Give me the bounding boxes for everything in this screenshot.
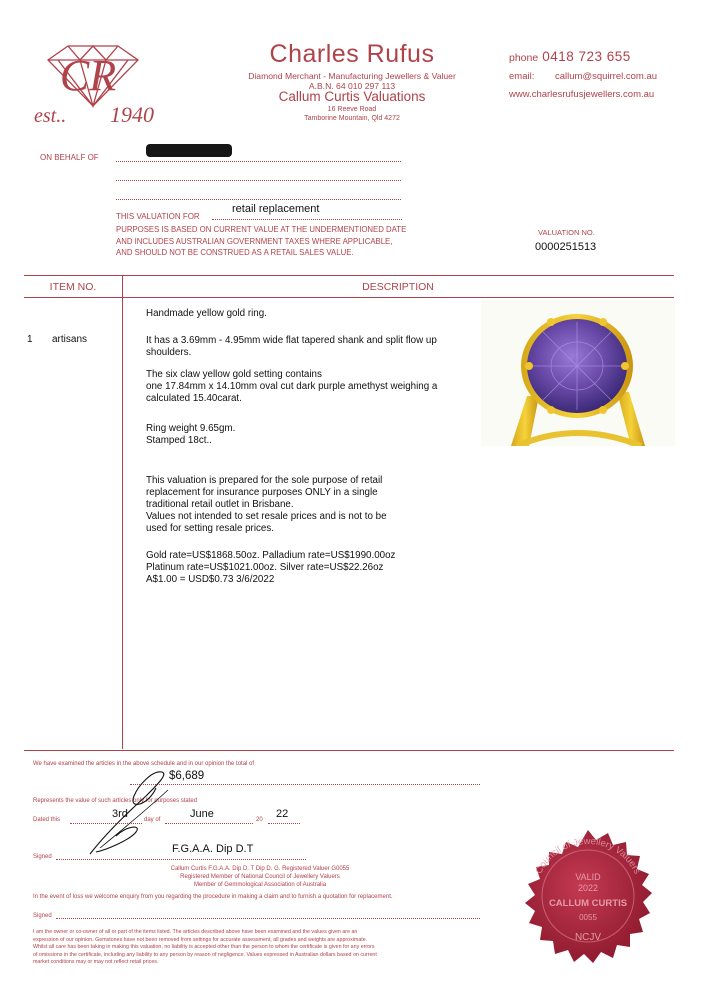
valuer-seal xyxy=(506,814,670,978)
tagline-text: Diamond Merchant - Manufacturing Jewellers & Valuer xyxy=(248,71,456,81)
item-number: 1 xyxy=(27,334,33,345)
address-line-1: 16 Reeve Road xyxy=(327,106,377,113)
description-line: A$1.00 = USD$0.73 3/6/2022 xyxy=(146,574,275,585)
description-line: Gold rate=US$1868.50oz. Palladium rate=US$1990.00oz xyxy=(146,550,396,561)
logo-monogram: CR xyxy=(59,51,117,100)
valuation-no-value: 0000251513 xyxy=(535,241,597,253)
credential-line: Member of Gemmological Association of Australia xyxy=(193,882,327,888)
description-line: The six claw yellow gold setting contains xyxy=(146,369,322,380)
address-line-2: Tamborine Mountain, Qld 4272 xyxy=(304,115,400,122)
description-block xyxy=(146,308,476,320)
signature-line xyxy=(56,859,306,860)
disclaimer-line: expression of our opinion. Gemstones have not been removed from settings for accurate assessment, all grades and weights are approximate. xyxy=(33,936,368,943)
description-block xyxy=(146,369,476,405)
description-line: It has a 3.69mm - 4.95mm wide flat tapered shank and split flow up xyxy=(146,335,437,346)
disclaimer-line: of omissions in the certificate, including any liability to any person by reason of negligence. Values expressed in Australian dollars based on current xyxy=(33,951,377,958)
redacted-client-name xyxy=(146,144,232,157)
valuation-statement xyxy=(116,224,486,259)
month-value: June xyxy=(190,808,214,820)
description-line: shoulders. xyxy=(146,347,192,358)
ring-image xyxy=(481,300,675,446)
disclaimer-line: market conditions may or may not reflect retail prices. xyxy=(33,959,159,966)
logo-year: 1940 xyxy=(110,102,154,127)
valuation-for-label: THIS VALUATION FOR xyxy=(116,212,200,221)
seal-ncjv: NCJV xyxy=(574,932,602,943)
dated-label: Dated this xyxy=(33,817,61,823)
disclaimer-line: Whilst all care has been taking in making this valuation, no liability is accepted other than the person to whom the certificate is given for any errors xyxy=(33,944,375,951)
seal-valid: VALID xyxy=(575,872,601,882)
on-behalf-line-2 xyxy=(116,180,401,181)
total-value: $6,689 xyxy=(169,770,205,782)
statement-line: AND SHOULD NOT BE CONSTRUED AS A RETAIL SALES VALUE. xyxy=(116,248,354,257)
seal-code: 0055 xyxy=(579,913,597,922)
valuation-for-value: retail replacement xyxy=(232,203,320,215)
ring-photo xyxy=(481,300,675,446)
year-value: 22 xyxy=(276,808,289,820)
credential-line: Registered Member of National Council of Jewellery Valuers xyxy=(180,874,340,880)
year-prefix: 20 xyxy=(256,817,263,823)
on-behalf-line-3 xyxy=(116,199,401,200)
phone-row xyxy=(509,48,699,68)
credentials-block xyxy=(80,865,440,889)
contact-block xyxy=(509,48,699,104)
seal-name: CALLUM CURTIS xyxy=(548,898,628,909)
phone-number[interactable]: 0418 723 655 xyxy=(542,49,631,64)
description-line: Values not intended to set resale prices and is not to be xyxy=(146,511,387,522)
seal-year: 2022 xyxy=(577,883,599,893)
total-value-line xyxy=(130,784,480,785)
seal-ring-text: Council of Jewellery Valuers xyxy=(533,835,643,876)
on-behalf-line-1 xyxy=(116,161,401,162)
logo-est: est.. xyxy=(34,105,67,127)
description-line: calculated 15.40carat. xyxy=(146,393,242,404)
year-line xyxy=(268,823,300,824)
description-block xyxy=(146,423,476,447)
diamond-logo xyxy=(28,38,158,130)
abn-text: A.B.N. 64 010 297 113 xyxy=(308,81,396,91)
signed-label: Signed xyxy=(33,854,52,860)
credential-line: Callum Curtis F.G.A.A. Dip D. T Dip D. G. Registered Valuer G0055 xyxy=(170,866,350,872)
valuation-for-line xyxy=(212,219,402,220)
column-divider xyxy=(122,275,123,749)
description-line: Handmade yellow gold ring. xyxy=(146,308,267,319)
email-address[interactable]: callum@squirrel.com.au xyxy=(555,71,658,82)
description-line: Stamped 18ct.. xyxy=(146,435,212,446)
valuations-name: Callum Curtis Valuations xyxy=(278,89,426,104)
loss-enquiry-text: In the event of loss we welcome enquiry from you regarding the procedure in making a claim and to furnish a quotation for replacement. xyxy=(33,894,393,900)
signature-scribble xyxy=(86,766,176,858)
statement-line: AND INCLUDES AUSTRALIAN GOVERNMENT TAXES WHERE APPLICABLE, xyxy=(116,236,393,246)
item-name: artisans xyxy=(52,334,88,345)
day-value: 3rd xyxy=(112,808,128,820)
description-line: replacement for insurance purposes ONLY in a single xyxy=(146,487,378,498)
email-row xyxy=(509,68,699,86)
qualification-text: F.G.A.A. Dip D.T xyxy=(172,843,254,855)
day-of-label: day of xyxy=(144,817,161,823)
description-line: Ring weight 9.65gm. xyxy=(146,423,236,434)
valuation-no-label: VALUATION NO. xyxy=(538,228,595,237)
description-line: one 17.84mm x 14.10mm oval cut dark purple amethyst weighing a xyxy=(146,381,438,392)
examined-text: We have examined the articles in the above schedule and in our opinion the total of xyxy=(33,761,255,767)
signed-label-2: Signed xyxy=(33,913,52,919)
represents-text: Represents the value of such articles only for purposes stated xyxy=(33,798,198,804)
description-line: This valuation is prepared for the sole purpose of retail xyxy=(146,475,383,486)
on-behalf-label: ON BEHALF OF xyxy=(40,153,99,162)
description-line: used for setting resale prices. xyxy=(146,523,274,534)
business-name: Charles Rufus xyxy=(269,40,435,68)
business-tagline xyxy=(200,71,504,91)
month-line xyxy=(165,823,253,824)
description-header: DESCRIPTION xyxy=(362,281,434,293)
signature-line-2 xyxy=(56,918,480,919)
business-address xyxy=(228,105,476,123)
description-block xyxy=(146,550,476,586)
statement-line: PURPOSES IS BASED ON CURRENT VALUE AT THE UNDERMENTIONED DATE xyxy=(116,225,407,234)
disclaimer-line: I am the owner or co-owner of all or part of the items listed. The articles described above have been examined and the values given are an xyxy=(33,929,358,935)
description-block xyxy=(146,335,476,359)
item-no-header: ITEM NO. xyxy=(49,281,97,293)
phone-label: phone xyxy=(509,52,539,64)
description-block xyxy=(146,475,476,535)
description-line: traditional retail outlet in Brisbane. xyxy=(146,499,294,510)
footer-top-rule xyxy=(24,750,674,751)
website-link[interactable]: www.charlesrufusjewellers.com.au xyxy=(509,89,655,100)
disclaimer-text xyxy=(33,929,488,967)
email-label: email: xyxy=(509,71,535,82)
description-line: Platinum rate=US$1021.00oz. Silver rate=US$22.26oz xyxy=(146,562,384,573)
